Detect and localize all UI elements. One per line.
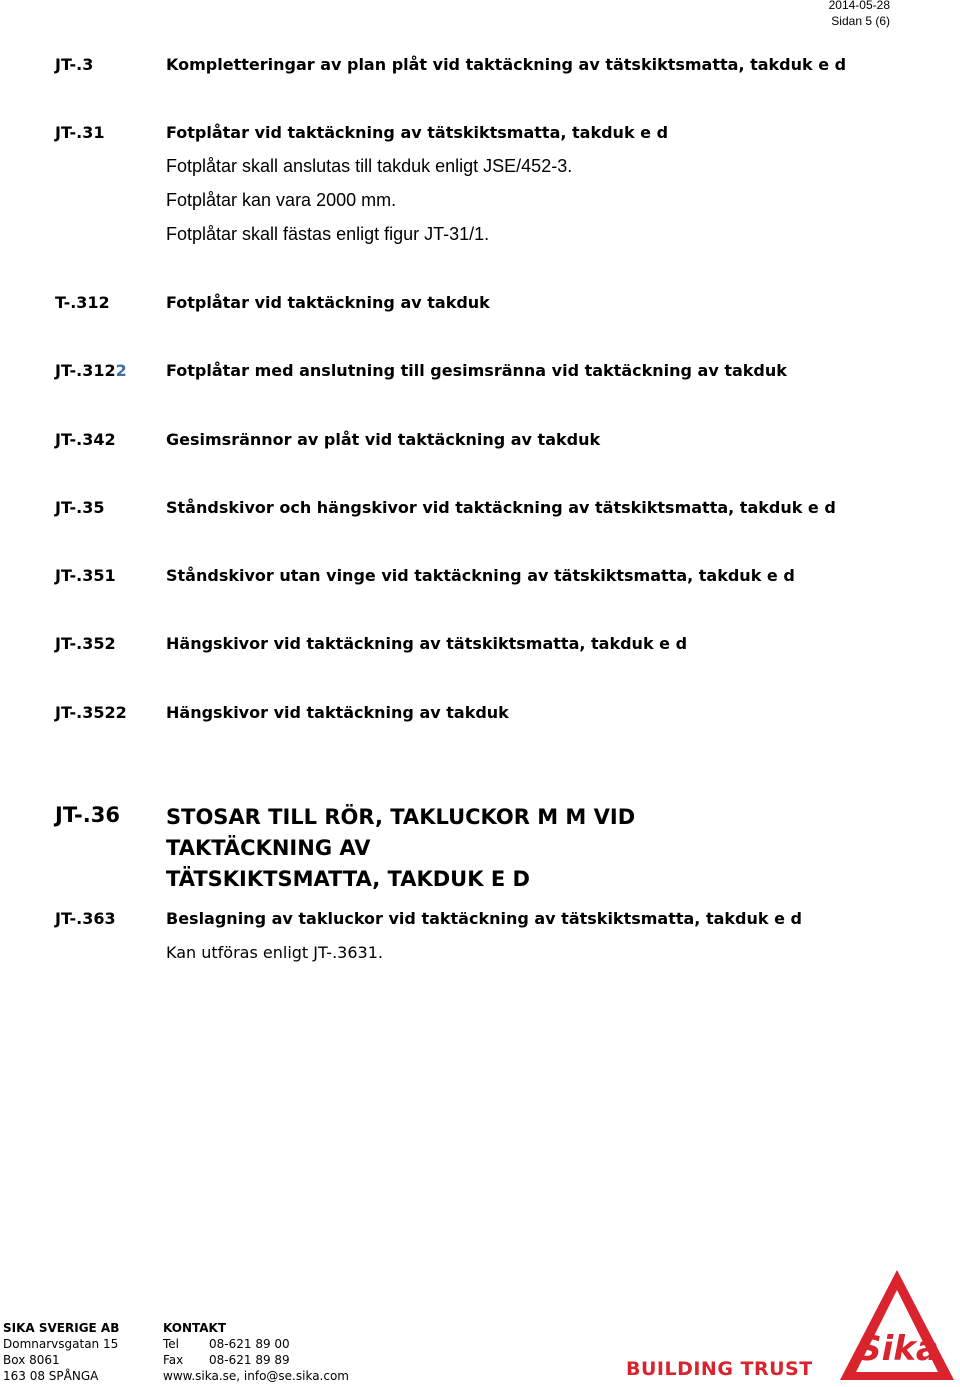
section-title: Ståndskivor och hängskivor vid taktäckning av tätskiktsmatta, takduk e d bbox=[166, 498, 836, 517]
footer-company: SIKA SVERIGE AB bbox=[3, 1321, 120, 1335]
section-code bbox=[55, 361, 127, 380]
body-line: Kan utföras enligt JT-.3631. bbox=[166, 943, 383, 962]
section-title: Fotplåtar med anslutning till gesimsränna vid taktäckning av takduk bbox=[166, 361, 787, 380]
section-title: Fotplåtar vid taktäckning av takduk bbox=[166, 293, 490, 312]
footer-contact-title: KONTAKT bbox=[163, 1321, 227, 1335]
footer-fax: 08-621 89 89 bbox=[209, 1353, 290, 1367]
body-line: Fotplåtar kan vara 2000 mm. bbox=[166, 190, 397, 210]
section-code: JT-.363 bbox=[55, 909, 116, 928]
footer-tel-label: Tel bbox=[163, 1337, 180, 1351]
section-code: JT-.3 bbox=[55, 55, 94, 74]
section-code: JT-.351 bbox=[55, 566, 116, 585]
section-title: Gesimsrännor av plåt vid taktäckning av takduk bbox=[166, 430, 601, 449]
section-code: JT-.3522 bbox=[55, 703, 127, 722]
section-code-large: JT-.36 bbox=[55, 803, 120, 827]
body-line: Fotplåtar skall anslutas till takduk enligt JSE/452-3. bbox=[166, 156, 573, 176]
section-title: Hängskivor vid taktäckning av tätskiktsmatta, takduk e d bbox=[166, 634, 688, 653]
section-title: Ståndskivor utan vinge vid taktäckning av tätskiktsmatta, takduk e d bbox=[166, 566, 795, 585]
footer-contact-block bbox=[163, 1320, 349, 1384]
section-title: Hängskivor vid taktäckning av takduk bbox=[166, 703, 509, 722]
footer-address-line: Domnarvsgatan 15 bbox=[3, 1337, 119, 1351]
section-title: Fotplåtar vid taktäckning av tätskiktsmatta, takduk e d bbox=[166, 123, 669, 142]
section-title: Beslagning av takluckor vid taktäckning av tätskiktsmatta, takduk e d bbox=[166, 909, 802, 928]
header bbox=[829, 0, 890, 29]
section-code: JT-.35 bbox=[55, 498, 105, 517]
sika-logo bbox=[838, 1268, 956, 1382]
section-title-large bbox=[166, 802, 806, 895]
section-code: T-.312 bbox=[55, 293, 110, 312]
footer-company-block bbox=[3, 1320, 119, 1384]
building-trust-slogan: BUILDING TRUST bbox=[626, 1358, 813, 1380]
sika-logo-text: Sika bbox=[857, 1329, 939, 1369]
section-title-line: TÄTSKIKTSMATTA, TAKDUK E D bbox=[166, 867, 530, 891]
section-code: JT-.352 bbox=[55, 634, 116, 653]
section-code-prefix: JT-.312 bbox=[55, 361, 116, 380]
section-code: JT-.31 bbox=[55, 123, 105, 142]
section-title-line: STOSAR TILL RÖR, TAKLUCKOR M M VID TAKTÄCKNING AV bbox=[166, 805, 636, 860]
section-code-suffix: 2 bbox=[115, 361, 127, 380]
section-title: Kompletteringar av plan plåt vid taktäckning av tätskiktsmatta, takduk e d bbox=[166, 55, 847, 74]
header-date: 2014-05-28 bbox=[828, 0, 890, 12]
footer-web: www.sika.se, info@se.sika.com bbox=[163, 1369, 349, 1383]
body-line: Fotplåtar skall fästas enligt figur JT-31/1. bbox=[166, 224, 490, 244]
section-code: JT-.342 bbox=[55, 430, 116, 449]
footer-address-line: 163 08 SPÅNGA bbox=[3, 1369, 99, 1383]
footer-fax-label: Fax bbox=[163, 1353, 184, 1367]
footer-address-line: Box 8061 bbox=[3, 1353, 60, 1367]
header-page: Sidan 5 (6) bbox=[831, 14, 890, 28]
footer-tel: 08-621 89 00 bbox=[209, 1337, 290, 1351]
